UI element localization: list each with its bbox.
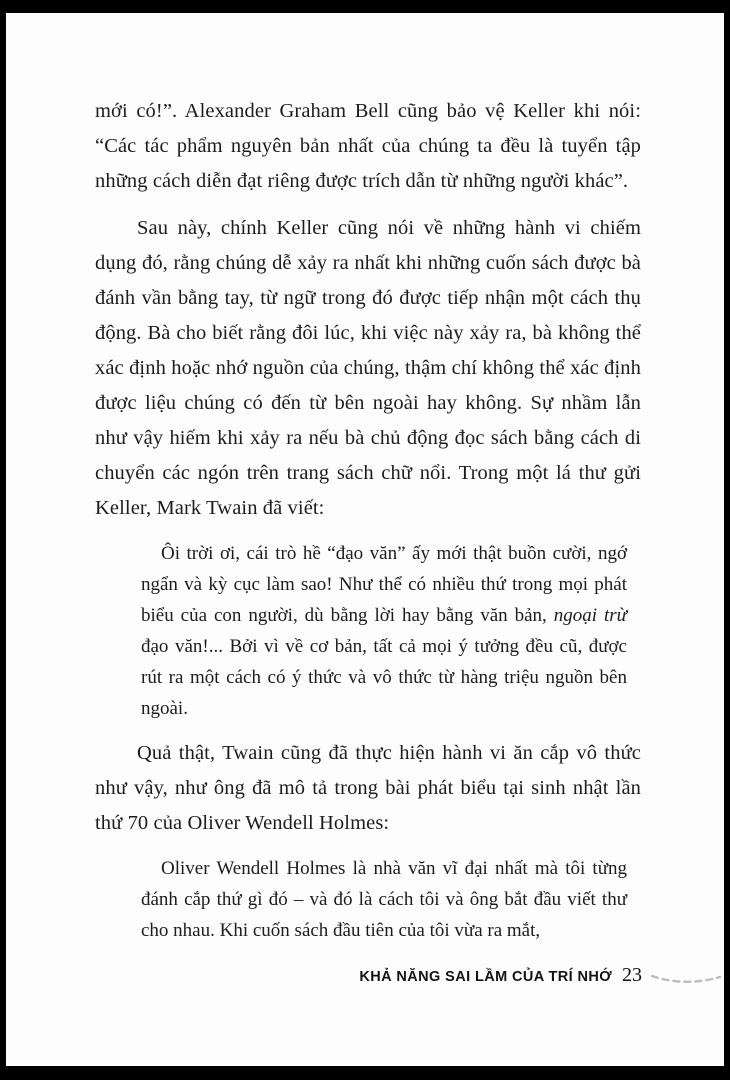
quote-1-italic-text: ngoại trừ [553,605,627,626]
body-paragraph-1: mới có!”. Alexander Graham Bell cũng bảo vệ Keller khi nói: “Các tác phẩm nguyên bản nhất của chúng ta đều là tuyển tập những cách diễn đạt riêng được trích dẫn từ những người khác”. [95,100,641,192]
quote-1-text-before: Ôi trời ơi, cái trò hề “đạo văn” ấy mới thật buồn cười, ngớ ngẩn và kỳ cục làm sao! Như thể có nhiều thứ trong mọi phát biểu của con người, dù bằng lời hay bằng văn bản, [141,543,627,626]
running-title: KHẢ NĂNG SAI LẦM CỦA TRÍ NHỚ [359,969,612,985]
quote-paragraph-1 [141,538,627,724]
body-paragraph-3: Quả thật, Twain cũng đã thực hiện hành vi ăn cắp vô thức như vậy, như ông đã mô tả trong bài phát biểu tại sinh nhật lần thứ 70 của Oliver Wendell Holmes: [95,742,641,834]
page-number: 23 [622,964,642,986]
footer-dash-decoration [650,971,722,987]
page-border-right [724,0,730,1080]
page-border-bottom [0,1066,730,1080]
quote-1-text-after: đạo văn!... Bởi vì về cơ bản, tất cả mọi ý tưởng đều cũ, được rút ra một cách có ý thức và vô thức từ hàng triệu nguồn bên ngoài. [141,636,627,719]
body-paragraph-2: Sau này, chính Keller cũng nói về những hành vi chiếm dụng đó, rằng chúng dễ xảy ra nhất khi những cuốn sách được bà đánh vần bằng tay, từ ngữ trong đó được tiếp nhận một cách thụ động. Bà cho biết rằng đôi lúc, khi việc này xảy ra, bà không thể xác định hoặc nhớ nguồn của chúng, thậm chí không thể xác định được liệu chúng có đến từ bên ngoài hay không. Sự nhầm lẫn như vậy hiếm khi xảy ra nếu bà chủ động đọc sách bằng cách di chuyển các ngón trên trang sách chữ nổi. Trong một lá thư gửi Keller, Mark Twain đã viết: [95,217,641,519]
page-border-left [0,0,6,1080]
page-content [95,94,641,958]
quote-paragraph-2: Oliver Wendell Holmes là nhà văn vĩ đại nhất mà tôi từng đánh cắp thứ gì đó – và đó là cách tôi và ông bắt đầu viết thư cho nhau. Khi cuốn sách đầu tiên của tôi vừa ra mắt, [141,858,627,941]
page-footer [0,964,730,994]
page-border-top [0,0,730,13]
